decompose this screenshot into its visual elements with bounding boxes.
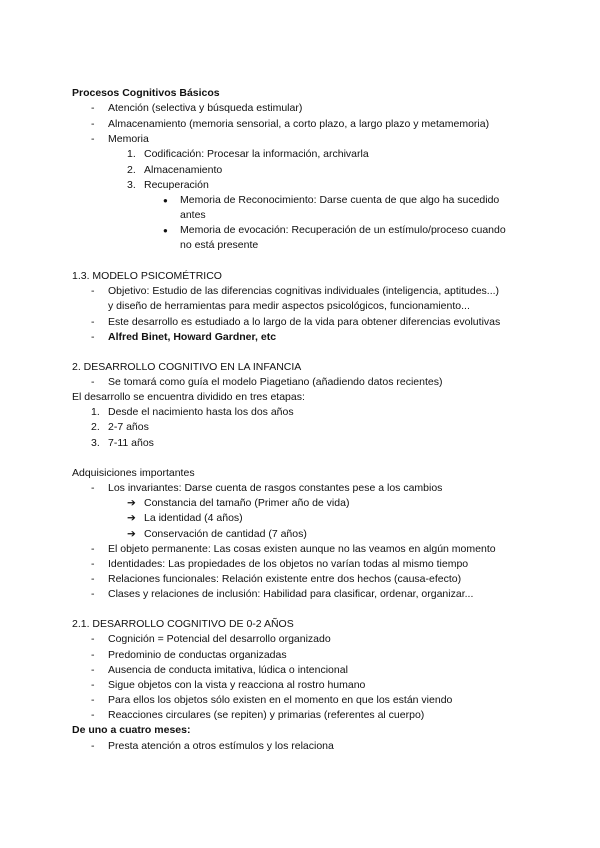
dash-marker: - bbox=[91, 709, 95, 721]
dash-marker: - bbox=[91, 664, 95, 676]
dash-marker: - bbox=[91, 558, 95, 570]
section-heading: Procesos Cognitivos Básicos bbox=[72, 87, 220, 99]
bullet-item-continuation: no está presente bbox=[180, 239, 259, 251]
subheading: De uno a cuatro meses: bbox=[72, 724, 191, 736]
number-marker: 3. bbox=[127, 179, 136, 191]
section-heading: 1.3. MODELO PSICOMÉTRICO bbox=[72, 270, 222, 282]
paragraph: El desarrollo se encuentra dividido en tres etapas: bbox=[72, 391, 305, 403]
bullet-icon: ● bbox=[163, 226, 168, 235]
list-item: Reacciones circulares (se repiten) y primarias (referentes al cuerpo) bbox=[108, 709, 425, 721]
list-item: Sigue objetos con la vista y reacciona al rostro humano bbox=[108, 679, 366, 691]
list-item: Memoria bbox=[108, 133, 149, 145]
list-item: Los invariantes: Darse cuenta de rasgos constantes pese a los cambios bbox=[108, 482, 443, 494]
dash-marker: - bbox=[91, 740, 95, 752]
dash-marker: - bbox=[91, 133, 95, 145]
arrow-item: Conservación de cantidad (7 años) bbox=[144, 528, 307, 540]
numbered-item: Recuperación bbox=[144, 179, 209, 191]
list-item: El objeto permanente: Las cosas existen aunque no las veamos en algún momento bbox=[108, 543, 496, 555]
dash-marker: - bbox=[91, 118, 95, 130]
number-marker: 2. bbox=[127, 164, 136, 176]
list-item: Presta atención a otros estímulos y los relaciona bbox=[108, 740, 334, 752]
dash-marker: - bbox=[91, 316, 95, 328]
list-item: Para ellos los objetos sólo existen en el momento en que los están viendo bbox=[108, 694, 453, 706]
bullet-icon: ● bbox=[163, 196, 168, 205]
numbered-item: 2-7 años bbox=[108, 421, 149, 433]
list-item: Clases y relaciones de inclusión: Habilidad para clasificar, ordenar, organizar... bbox=[108, 588, 474, 600]
list-item: Ausencia de conducta imitativa, lúdica o intencional bbox=[108, 664, 348, 676]
list-item: Almacenamiento (memoria sensorial, a corto plazo, a largo plazo y metamemoria) bbox=[108, 118, 490, 130]
bullet-item: Memoria de Reconocimiento: Darse cuenta de que algo ha sucedido bbox=[180, 194, 500, 206]
bullet-item-continuation: antes bbox=[180, 209, 206, 221]
number-marker: 1. bbox=[91, 406, 100, 418]
dash-marker: - bbox=[91, 633, 95, 645]
numbered-item: Desde el nacimiento hasta los dos años bbox=[108, 406, 294, 418]
list-item: Objetivo: Estudio de las diferencias cognitivas individuales (inteligencia, aptitudes...) bbox=[108, 285, 500, 297]
dash-marker: - bbox=[91, 543, 95, 555]
dash-marker: - bbox=[91, 694, 95, 706]
list-item: Identidades: Las propiedades de los objetos no varían todas al mismo tiempo bbox=[108, 558, 469, 570]
arrow-icon: ➔ bbox=[127, 528, 136, 540]
dash-marker: - bbox=[91, 649, 95, 661]
dash-marker: - bbox=[91, 376, 95, 388]
arrow-item: Constancia del tamaño (Primer año de vida) bbox=[144, 497, 350, 509]
dash-marker: - bbox=[91, 331, 95, 343]
list-item: Cognición = Potencial del desarrollo organizado bbox=[108, 633, 331, 645]
list-item: Se tomará como guía el modelo Piagetiano (añadiendo datos recientes) bbox=[108, 376, 443, 388]
list-item: Predominio de conductas organizadas bbox=[108, 649, 287, 661]
number-marker: 3. bbox=[91, 437, 100, 449]
bullet-item: Memoria de evocación: Recuperación de un estímulo/proceso cuando bbox=[180, 224, 506, 236]
arrow-item: La identidad (4 años) bbox=[144, 512, 243, 524]
section-heading: 2.1. DESARROLLO COGNITIVO DE 0-2 AÑOS bbox=[72, 618, 294, 630]
dash-marker: - bbox=[91, 102, 95, 114]
dash-marker: - bbox=[91, 285, 95, 297]
list-item: Alfred Binet, Howard Gardner, etc bbox=[108, 331, 277, 343]
list-item-continuation: y diseño de herramientas para medir aspectos psicológicos, funcionamiento... bbox=[108, 300, 470, 312]
dash-marker: - bbox=[91, 679, 95, 691]
list-item: Relaciones funcionales: Relación existente entre dos hechos (causa-efecto) bbox=[108, 573, 462, 585]
dash-marker: - bbox=[91, 588, 95, 600]
arrow-icon: ➔ bbox=[127, 512, 136, 524]
list-item: Este desarrollo es estudiado a lo largo de la vida para obtener diferencias evolutivas bbox=[108, 316, 501, 328]
section-heading: Adquisiciones importantes bbox=[72, 467, 195, 479]
numbered-item: Almacenamiento bbox=[144, 164, 223, 176]
dash-marker: - bbox=[91, 573, 95, 585]
number-marker: 1. bbox=[127, 148, 136, 160]
dash-marker: - bbox=[91, 482, 95, 494]
number-marker: 2. bbox=[91, 421, 100, 433]
section-heading: 2. DESARROLLO COGNITIVO EN LA INFANCIA bbox=[72, 361, 302, 373]
numbered-item: Codificación: Procesar la información, archivarla bbox=[144, 148, 369, 160]
list-item: Atención (selectiva y búsqueda estimular) bbox=[108, 102, 303, 114]
arrow-icon: ➔ bbox=[127, 497, 136, 509]
numbered-item: 7-11 años bbox=[108, 437, 154, 449]
